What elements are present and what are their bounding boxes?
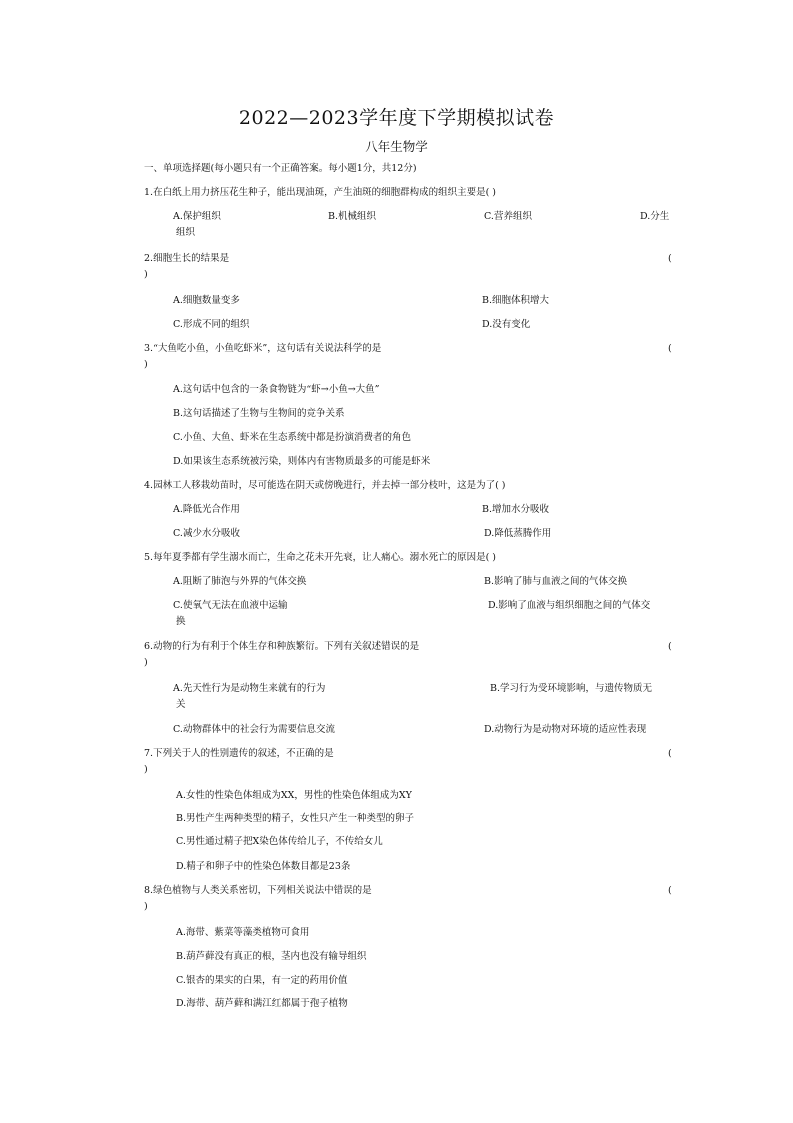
- question-4-stem: 4.园林工人移栽幼苗时，尽可能选在阴天或傍晚进行，并去掉一部分枝叶，这是为了( ): [144, 480, 506, 491]
- question-1-option-d: D.分生: [640, 211, 670, 222]
- question-8-option-c: C.银杏的果实的白果，有一定的药用价值: [176, 975, 348, 986]
- question-2-option-d: D.没有变化: [482, 319, 531, 330]
- question-2-option-b: B.细胞体积增大: [482, 295, 550, 306]
- question-1-stem: 1.在白纸上用力挤压花生种子，能出现油斑，产生油斑的细胞群构成的组织主要是( ): [144, 187, 496, 198]
- question-2-paren-open: (: [668, 253, 672, 264]
- question-1-option-b: B.机械组织: [328, 211, 377, 222]
- question-2-option-a: A.细胞数量变多: [173, 295, 240, 306]
- question-3-option-c: C.小鱼、大鱼、虾米在生态系统中都是扮演消费者的角色: [173, 432, 411, 443]
- question-1-option-c: C.营养组织: [484, 211, 532, 222]
- question-7-option-b: B.男性产生两种类型的精子，女性只产生一种类型的卵子: [176, 813, 415, 824]
- question-7-paren-close: ): [144, 764, 148, 775]
- question-3-option-b: B.这句话描述了生物与生物间的竞争关系: [173, 408, 345, 419]
- question-5-option-d: D.影响了血液与组织细胞之间的气体交: [488, 600, 651, 611]
- question-6-stem: 6.动物的行为有利于个体生存和种族繁衍。下列有关叙述错误的是: [144, 641, 420, 652]
- question-5-option-c: C.使氧气无法在血液中运输: [173, 600, 288, 611]
- question-3-option-a: A.这句话中包含的一条食物链为“虾→小鱼→大鱼”: [173, 384, 380, 395]
- question-3-stem: 3.“大鱼吃小鱼，小鱼吃虾米”，这句话有关说法科学的是: [144, 343, 382, 354]
- question-8-paren-open: (: [668, 885, 672, 896]
- question-6-option-a: A.先天性行为是动物生来就有的行为: [173, 683, 326, 694]
- section-heading: 一、单项选择题(每小题只有一个正确答案。每小题1分，共12分): [144, 163, 417, 174]
- question-2-stem: 2.细胞生长的结果是: [144, 253, 230, 264]
- question-8-option-a: A.海带、紫菜等藻类植物可食用: [176, 927, 310, 938]
- question-6-option-d: D.动物行为是动物对环境的适应性表现: [484, 724, 647, 735]
- question-4-option-c: C.减少水分吸收: [173, 528, 240, 539]
- question-2-paren-close: ): [144, 269, 148, 280]
- question-8-option-b: B.葫芦藓没有真正的根，茎内也没有输导组织: [176, 951, 367, 962]
- exam-title: 2022—2023学年度下学期模拟试卷: [238, 107, 555, 129]
- question-3-paren-close: ): [144, 359, 148, 370]
- question-5-option-b: B.影响了肺与血液之间的气体交换: [484, 576, 628, 587]
- question-6-paren-close: ): [144, 657, 148, 668]
- question-7-option-d: D.精子和卵子中的性染色体数目都是23条: [176, 861, 351, 872]
- question-3-option-d: D.如果该生态系统被污染，则体内有害物质最多的可能是虾米: [173, 456, 431, 467]
- question-7-option-c: C.男性通过精子把X染色体传给儿子，不传给女儿: [176, 836, 383, 847]
- question-5-option-a: A.阻断了肺泡与外界的气体交换: [173, 576, 307, 587]
- question-5-stem: 5.每年夏季都有学生溺水而亡，生命之花未开先衰，让人痛心。溺水死亡的原因是( ): [144, 552, 496, 563]
- question-6-paren-open: (: [668, 641, 672, 652]
- question-4-option-a: A.降低光合作用: [173, 504, 240, 515]
- question-8-paren-close: ): [144, 901, 148, 912]
- question-8-option-d: D.海带、葫芦藓和满江红都属于孢子植物: [176, 998, 348, 1009]
- question-6-option-b: B.学习行为受环境影响，与遗传物质无: [490, 683, 653, 694]
- question-4-option-d: D.降低蒸腾作用: [484, 528, 552, 539]
- question-2-option-c: C.形成不同的组织: [173, 319, 250, 330]
- question-7-option-a: A.女性的性染色体组成为XX，男性的性染色体组成为XY: [176, 790, 412, 801]
- question-6-wrap: 关: [176, 699, 186, 710]
- question-1-option-a: A.保护组织: [173, 211, 221, 222]
- question-8-stem: 8.绿色植物与人类关系密切，下列相关说法中错误的是: [144, 885, 372, 896]
- exam-subtitle: 八年生物学: [365, 139, 428, 154]
- question-7-paren-open: (: [668, 748, 672, 759]
- question-5-wrap: 换: [176, 616, 186, 627]
- question-4-option-b: B.增加水分吸收: [482, 504, 550, 515]
- question-3-paren-open: (: [668, 343, 672, 354]
- question-6-option-c: C.动物群体中的社会行为需要信息交流: [173, 724, 335, 735]
- question-7-stem: 7.下列关于人的性别遗传的叙述，不正确的是: [144, 748, 334, 759]
- question-1-wrap: 组织: [176, 227, 196, 238]
